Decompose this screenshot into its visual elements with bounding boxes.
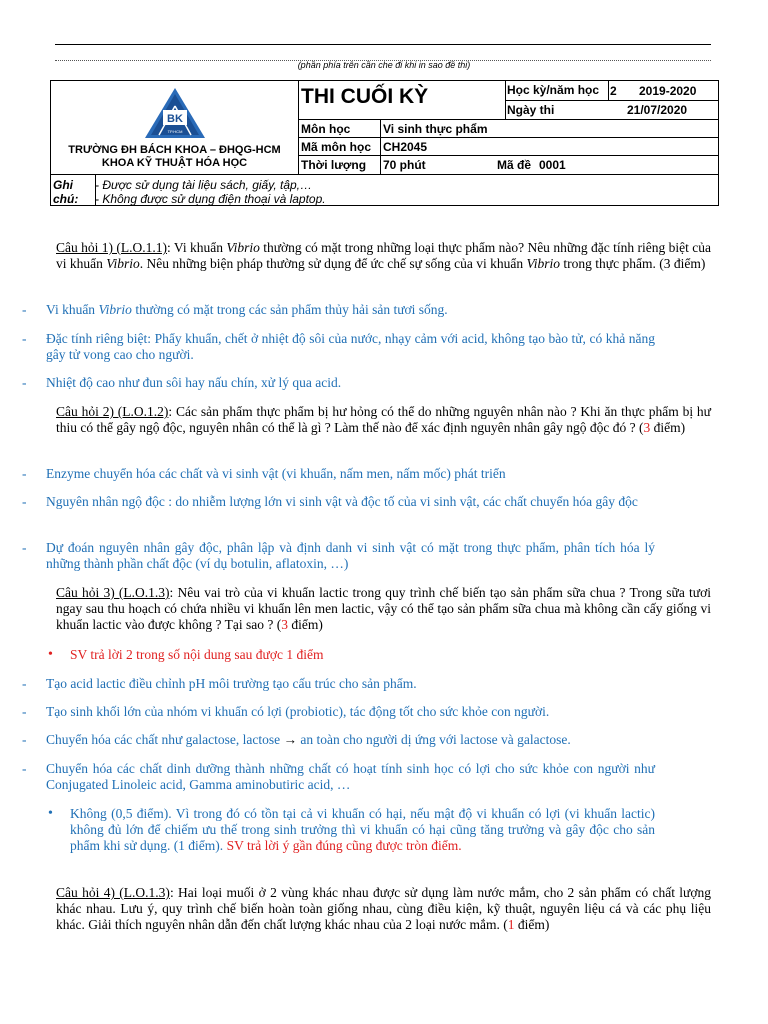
school-cell (51, 81, 299, 174)
question-4-label: Câu hỏi 4) (L.O.1.3) (56, 885, 170, 900)
answer-text: Không (0,5 điểm). Vì trong đó có tồn tại cả vi khuẩn có hại, nếu mật độ vi khuẩn có lợi (vi khuẩn lactic) không đủ lớn để chiếm ưu thế trong sinh trưởng thì vi khuẩn có hại cũng tăng trưởng và gây độc cho sản phẩm khi sử dụng. (1 điểm). SV trả lời ý gần đúng cũng được tròn điểm. (70, 806, 655, 853)
course-code-label: Mã môn học (301, 140, 372, 154)
grid-line (380, 119, 381, 174)
question-text: . Nêu những biện pháp thường sử dụng để ức chế sự sống của vi khuẩn (139, 256, 527, 271)
notes-text (95, 178, 326, 206)
subject-value: Vi sinh thực phẩm (383, 122, 488, 136)
question-text: : Nêu vai trò của vi khuẩn lactic trong quy trình chế biến tạo sản phẩm sữa chua ? Trong sữa tươi ngay sau thu hoạch có chứa nhiều vi khuẩn lên men lactic, vậy có thể tạo sản phẩm sữa chua mà không cần cấy giống vi khuẩn lactic vào được không ? Tại sao ? ( (56, 585, 712, 632)
question-text: : Các sản phẩm thực phẩm bị hư hỏng có thể do những nguyên nhân nào ? Khi ăn thực phẩm bị hư thiu có thể gây ngộ độc, nguyên nhân có thể là gì ? Làm thế nào để xác định nguyên nhân gây ngộ độc đó ? ( (56, 404, 712, 435)
cover-note: (phần phía trên cần che đi khi in sao đề thi) (297, 60, 471, 70)
grid-line (608, 81, 609, 100)
answer-text: Dự đoán nguyên nhân gây độc, phân lập và định danh vi sinh vật có mặt trong thực phẩm, phân tích hóa lý những thành phần chất độc (ví dụ botulin, aflatoxin, …) (46, 540, 655, 571)
question-text: điểm) (650, 420, 686, 435)
notes-label (53, 178, 78, 206)
exam-date-label: Ngày thi (507, 103, 555, 117)
dash-marker: - (22, 676, 27, 691)
duration-value: 70 phút (383, 158, 426, 172)
school-line-1: TRƯỜNG ĐH BÁCH KHOA – ĐHQG-HCM (68, 144, 281, 156)
question-3 (56, 585, 711, 633)
question-3-label: Câu hỏi 3) (L.O.1.3) (56, 585, 170, 600)
dash-marker: - (22, 494, 27, 509)
top-rule (55, 44, 711, 45)
answer-text: Vi khuẩn Vibrio thường có mặt trong các sản phẩm thủy hải sản tươi sống. (46, 302, 448, 317)
question-4 (56, 885, 711, 933)
exam-date-value: 21/07/2020 (627, 103, 688, 117)
question-text: thường có mặt trong những loại thực phẩm nào? Nêu những đặc tính riêng biệt của vi khuẩn (56, 240, 711, 271)
dash-marker: - (22, 302, 27, 317)
grid-line (298, 119, 718, 120)
dash-marker: - (22, 331, 27, 346)
dash-marker: - (22, 466, 27, 481)
grid-line (51, 174, 718, 175)
duration-label: Thời lượng (301, 158, 367, 172)
dash-marker: - (22, 732, 27, 747)
answer-text: Chuyển hóa các chất như galactose, lactose → an toàn cho người dị ứng với lactose và galactose. (46, 732, 571, 747)
question-text: : Hai loại muối ở 2 vùng khác nhau được sử dụng làm nước mắm, cho 2 sản phẩm có chất lượng khác nhau. Lưu ý, quy trình chế biến hoàn toàn giống nhau, cùng điều kiện, kỹ thuật, nguyên liệu cá và các phụ liệu khác. Giải thích nguyên nhân dẫn đến chất lượng khác nhau của 2 loại nước mắm. ( (56, 885, 712, 932)
notes-label-1: Ghi (53, 178, 73, 192)
grading-note-text: SV trả lời 2 trong số nội dung sau được 1 điểm (70, 647, 324, 662)
school-name (51, 144, 298, 170)
answer-text: Nhiệt độ cao như đun sôi hay nấu chín, xử lý qua acid. (46, 375, 342, 390)
question-text: điểm) (288, 617, 323, 632)
note-line-2: - Không được sử dụng điện thoại và laptop. (95, 192, 326, 206)
answer-text: Đặc tính riêng biệt: Phẩy khuẩn, chết ở nhiệt độ sôi của nước, nhạy cảm với acid, không tạo bào tử, có khả năng gây tử vong cao cho người. (46, 331, 655, 362)
note-line-1: - Được sử dụng tài liệu sách, giấy, tập,… (95, 178, 313, 192)
answer-text: Nguyên nhân ngộ độc : do nhiễm lượng lớn vi sinh vật và độc tố của vi sinh vật, các chất chuyển hóa gây độc (46, 494, 638, 509)
grid-line (505, 81, 506, 119)
exam-title: THI CUỐI KỲ (301, 85, 429, 108)
points-value: 3 (643, 420, 651, 435)
question-text: trong thực phẩm. (3 điểm) (560, 256, 706, 271)
species-name: Vibrio (226, 240, 260, 255)
question-1-label: Câu hỏi 1) (L.O.1.1) (56, 240, 167, 255)
logo-subtext: TP.HCM (167, 129, 183, 134)
question-text: : Vi khuẩn (167, 240, 227, 255)
species-name: Vibrio (526, 256, 561, 271)
notes-label-2: chú: (53, 192, 79, 206)
dash-marker: - (22, 761, 27, 776)
arrow-right-icon: → (283, 732, 297, 747)
logo-text: BK (167, 113, 183, 125)
year-value: 2019-2020 (639, 84, 697, 98)
exam-code-value: 0001 (539, 158, 566, 172)
bullet-marker: • (48, 647, 53, 662)
question-text: điểm) (514, 917, 550, 932)
subject-label: Môn học (301, 122, 351, 136)
dash-marker: - (22, 704, 27, 719)
exam-code-label: Mã đề (497, 158, 532, 172)
term-label: Học kỳ/năm học (507, 83, 600, 97)
university-logo (143, 86, 207, 140)
dash-marker: - (22, 375, 27, 390)
points-value: 3 (281, 617, 289, 632)
grid-line (298, 155, 718, 156)
grid-line (298, 137, 718, 138)
exam-header-table (50, 80, 719, 206)
answer-text: Enzyme chuyển hóa các chất và vi sinh vật (vi khuẩn, nấm men, nấm mốc) phát triển (46, 466, 506, 481)
answer-text: Tạo sinh khối lớn của nhóm vi khuẩn có lợi (probiotic), tác động tốt cho sức khỏe con người. (46, 704, 550, 719)
grid-line (505, 100, 718, 101)
dash-marker: - (22, 540, 27, 555)
bullet-marker: • (48, 806, 53, 821)
term-value: 2 (610, 84, 617, 98)
question-1 (56, 240, 711, 272)
question-2-label: Câu hỏi 2) (L.O.1.2) (56, 404, 169, 419)
course-code-value: CH2045 (383, 140, 428, 154)
answer-text: Chuyển hóa các chất dinh dưỡng thành những chất có hoạt tính sinh học có lợi cho sức khỏe con người như Conjugated Linoleic acid, Gamma aminobutiric acid, … (46, 761, 655, 792)
species-name: Vibrio (106, 256, 140, 271)
question-2 (56, 404, 711, 436)
points-value: 1 (507, 917, 515, 932)
answer-text: Tạo acid lactic điều chỉnh pH môi trường tạo cấu trúc cho sản phẩm. (46, 676, 417, 691)
school-line-2: KHOA KỸ THUẬT HÓA HỌC (101, 157, 248, 169)
